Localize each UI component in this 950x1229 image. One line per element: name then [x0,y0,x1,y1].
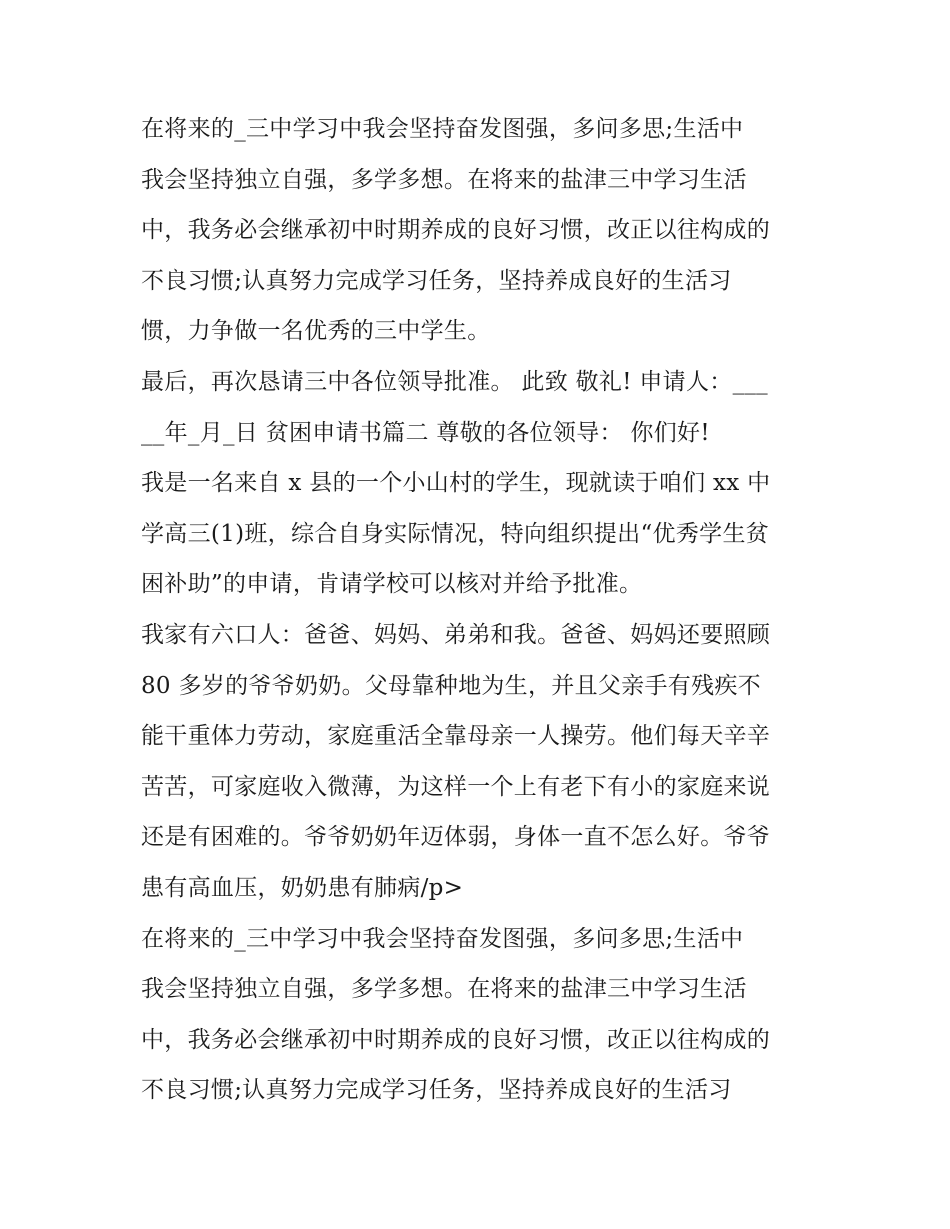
text-line: 最后，再次恳请三中各位领导批准。 此致 敬礼! 申请人：___ [141,368,768,395]
text-line: 我会坚持独立自强，多学多想。在将来的盐津三中学习生活 [141,976,747,1003]
text-line: 不良习惯;认真努力完成学习任务，坚持养成良好的生活习 [141,267,732,294]
text-line: 不良习惯;认真努力完成学习任务，坚持养成良好的生活习 [141,1077,732,1104]
text-line: 我是一名来自 x 县的一个小山村的学生，现就读于咱们 xx 中 [141,470,771,497]
text-line: 苦苦，可家庭收入微薄，为这样一个上有老下有小的家庭来说 [141,773,771,800]
text-line: 中，我务必会继承初中时期养成的良好习惯，改正以往构成的 [141,217,771,244]
text-line: 能干重体力劳动，家庭重活全靠母亲一人操劳。他们每天辛辛 [141,723,771,750]
text-line: __年_月_日 贫困申请书篇二 尊敬的各位领导： 你们好! [141,419,710,446]
text-line: 在将来的_三中学习中我会坚持奋发图强，多问多思;生活中 [141,116,744,142]
text-line: 学高三(1)班，综合自身实际情况，特向组织提出“优秀学生贫 [141,520,770,547]
text-line: 困补助”的申请，肯请学校可以核对并给予批准。 [141,571,643,598]
text-line: 患有高血压，奶奶患有肺病/p> [141,874,464,901]
text-line: 在将来的_三中学习中我会坚持奋发图强，多问多思;生活中 [141,925,744,952]
text-line: 中，我务必会继承初中时期养成的良好习惯，改正以往构成的 [141,1026,771,1053]
text-line: 我会坚持独立自强，多学多想。在将来的盐津三中学习生活 [141,166,747,193]
text-line: 还是有困难的。爷爷奶奶年迈体弱，身体一直不怎么好。爷爷 [141,824,771,851]
document-body [141,104,813,1116]
text-line: 惯，力争做一名优秀的三中学生。 [141,318,491,345]
text-line: 80 多岁的爷爷奶奶。父母靠种地为生，并且父亲手有残疾不 [141,672,761,699]
text-line: 我家有六口人：爸爸、妈妈、弟弟和我。爸爸、妈妈还要照顾 [141,621,771,648]
